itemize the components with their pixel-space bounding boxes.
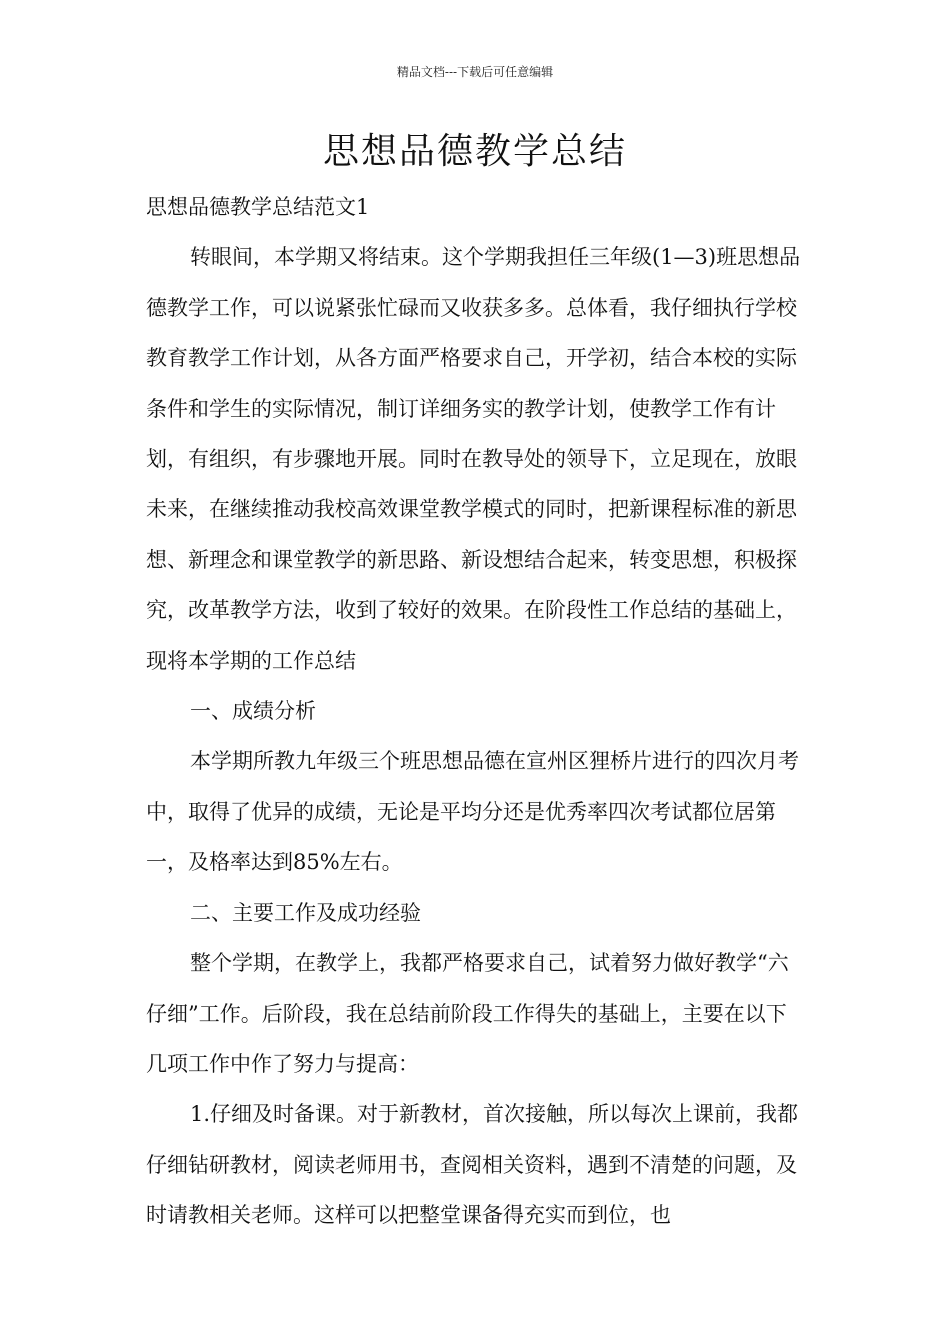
section-heading: 二、主要工作及成功经验 xyxy=(190,900,421,925)
document-subtitle: 思想品德教学总结范文1 xyxy=(146,195,370,219)
body-paragraph: 整个学期，在教学上，我都严格要求自己，试着努力做好教学“六仔细”工作。后阶段，我在总结前阶段工作得失的基础上，主要在以下几项工作中作了努力与提高： xyxy=(146,951,789,1076)
header-note: 精品文档---下载后可任意编辑 xyxy=(396,65,554,79)
body-paragraph: 本学期所教九年级三个班思想品德在宣州区狸桥片进行的四次月考中，取得了优异的成绩，无论是平均分还是优秀率四次考试都位居第一，及格率达到85%左右。 xyxy=(146,749,799,875)
document-body xyxy=(146,182,806,1241)
section-heading: 一、成绩分析 xyxy=(190,699,316,724)
body-paragraph: 1.仔细及时备课。对于新教材，首次接触，所以每次上课前，我都仔细钻研教材，阅读老师用书，查阅相关资料，遇到不清楚的问题，及时请教相关老师。这样可以把整堂课备得充实而到位，也 xyxy=(146,1102,799,1228)
document-title: 思想品德教学总结 xyxy=(322,131,627,172)
body-paragraph: 转眼间，本学期又将结束。这个学期我担任三年级(1—3)班思想品德教学工作，可以说紧张忙碌而又收获多多。总体看，我仔细执行学校教育教学工作计划，从各方面严格要求自己，开学初，结合本校的实际条件和学生的实际情况，制订详细务实的教学计划，使教学工作有计划，有组织，有步骤地开展。同时在教导处的领导下，立足现在，放眼未来，在继续推动我校高效课堂教学模式的同时，把新课程标准的新思想、新理念和课堂教学的新思路、新设想结合起来，转变思想，积极探究，改革教学方法，收到了较好的效果。在阶段性工作总结的基础上，现将本学期的工作总结 xyxy=(146,245,801,673)
